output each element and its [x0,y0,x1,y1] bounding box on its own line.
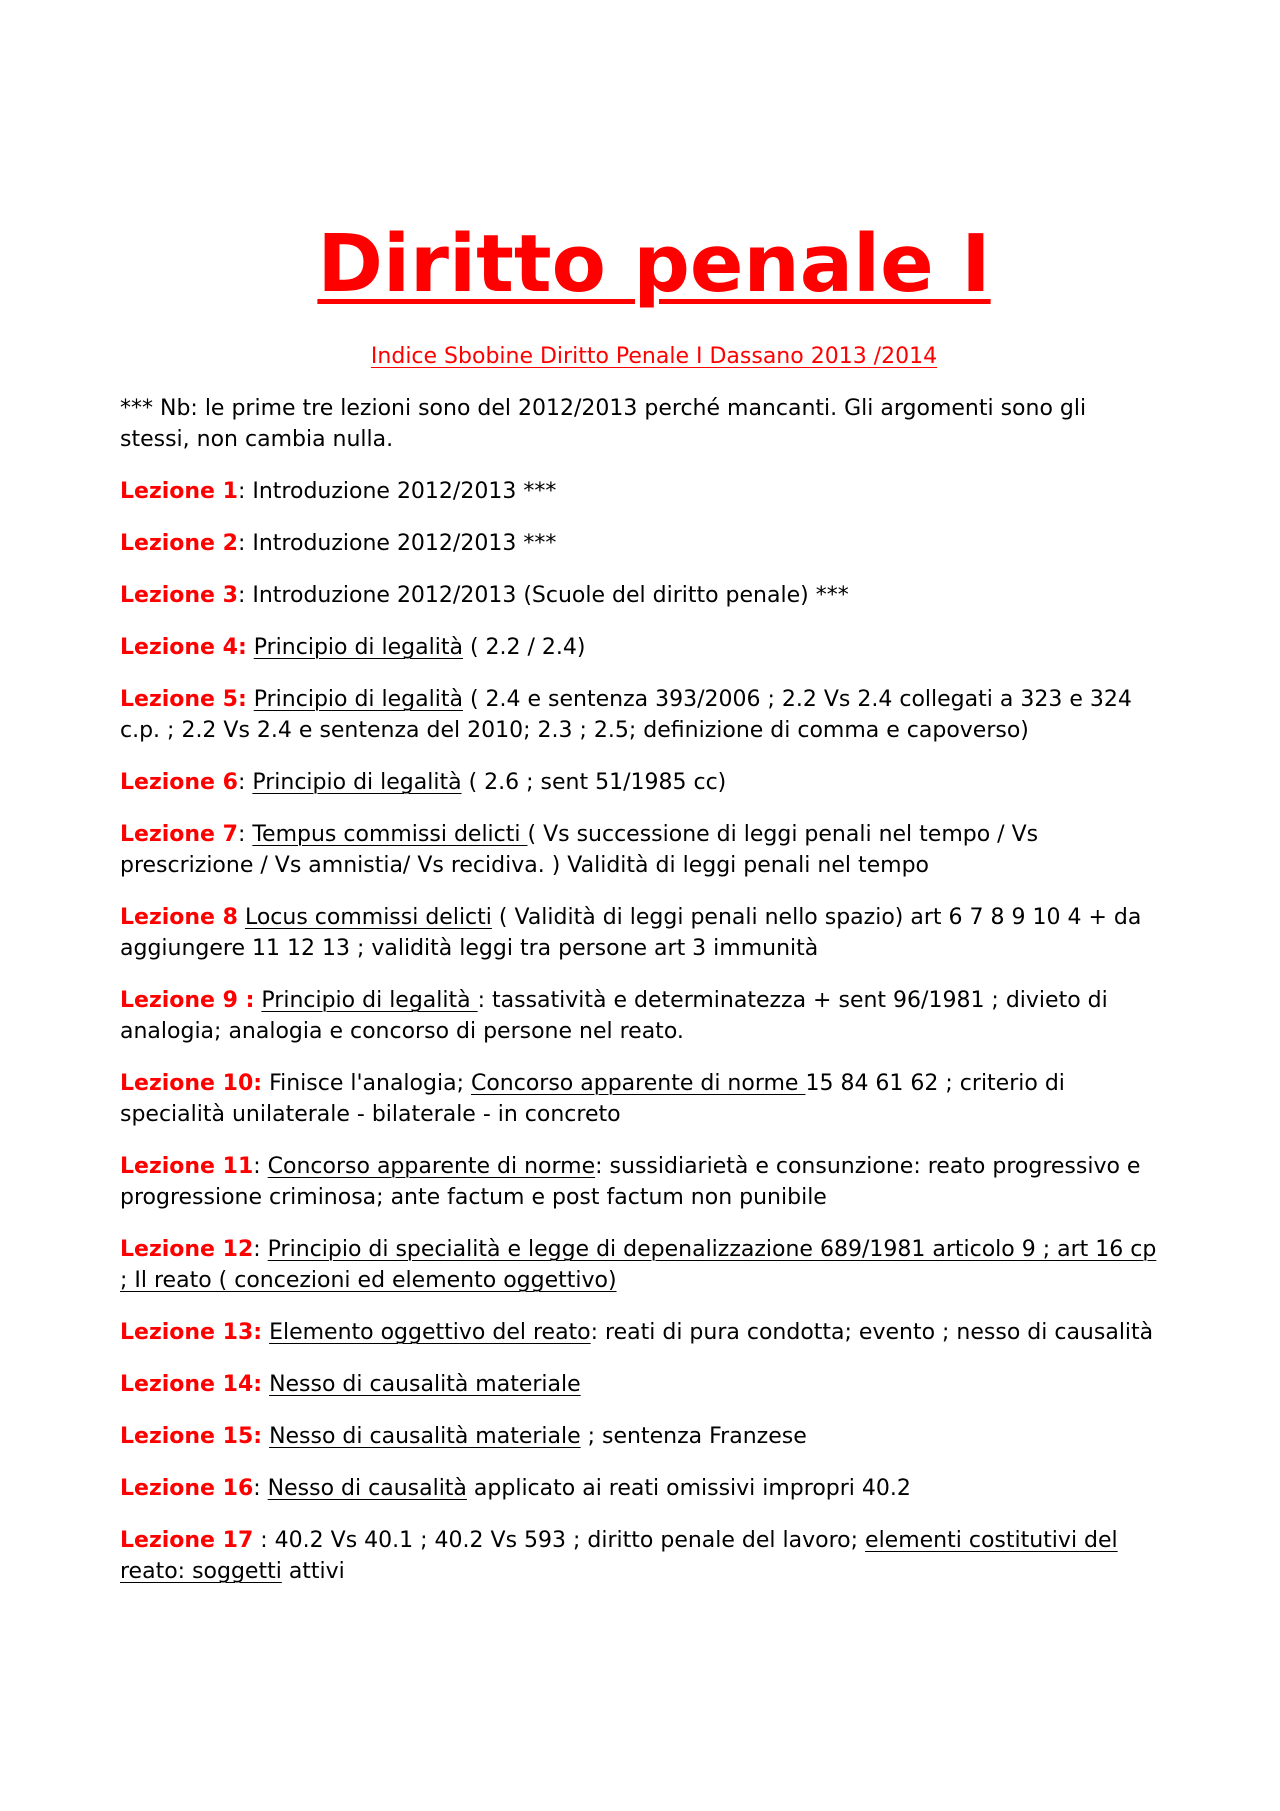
lesson-details: : reati di pura condotta; evento ; nesso di causalità [590,1320,1154,1345]
lesson-entry: Lezione 7: Tempus commissi delicti ( Vs successione di leggi penali nel tempo / Vs prescrizione / Vs amnistia/ Vs recidiva. ) Validità di leggi penali nel tempo [120,822,1039,878]
lesson-label: Lezione 10: [120,1071,263,1096]
lesson-details: Introduzione 2012/2013 *** [252,531,557,556]
lesson-details: attivi [281,1559,345,1584]
lesson-topic: Concorso apparente di norme [267,1154,596,1179]
lesson-topic: Principio di legalità [252,770,462,795]
lesson-label: Lezione 14: [120,1372,263,1397]
lesson-entry: Lezione 16: Nesso di causalità applicato ai reati omissivi impropri 40.2 [120,1476,911,1501]
lesson-details: ( Vs successione di leggi penali nel tempo / Vs prescrizione / Vs amnistia/ Vs recidiva. ) Validità di leggi penali nel tempo [120,822,1039,878]
lesson-entry [120,684,1160,746]
lesson-label: Lezione 2 [120,531,238,556]
intro-note: *** Nb: le prime tre lezioni sono del 2012/2013 perché mancanti. Gli argomenti sono gli stessi, non cambia nulla. [120,396,1087,452]
lesson-label: Lezione 16 [120,1476,254,1501]
lesson-details: ( 2.2 / 2.4) [462,635,586,660]
lesson-label: Lezione 8 [120,905,238,930]
lesson-entry [120,902,1160,964]
lesson-label: Lezione 6 [120,770,238,795]
lesson-details: ( 2.4 e sentenza 393/2006 ; 2.2 Vs 2.4 collegati a 323 e 324 c.p. ; 2.2 Vs 2.4 e sentenza del 2010; 2.3 ; 2.5; definizione di comma e capoverso) [120,687,1132,743]
lesson-label: Lezione 7 [120,822,238,847]
lesson-details: ; sentenza Franzese [580,1424,807,1449]
lesson-details: Introduzione 2012/2013 (Scuole del diritto penale) *** [252,583,849,608]
lesson-details: ( 2.6 ; sent 51/1985 cc) [461,770,727,795]
lesson-label: Lezione 15: [120,1424,263,1449]
lesson-details: applicato ai reati omissivi impropri 40.2 [466,1476,911,1501]
lesson-entry: Lezione 11: Concorso apparente di norme: sussidiarietà e consunzione: reato progressivo e progressione criminosa; ante factum e post factum non punibile [120,1154,1141,1210]
lesson-prefix: Finisce l'analogia; [269,1071,471,1096]
lesson-list [120,476,1160,1587]
lesson-details: : sussidiarietà e consunzione: reato progressivo e progressione criminosa; ante factum e post factum non punibile [120,1154,1141,1210]
lesson-entry: Lezione 1: Introduzione 2012/2013 *** [120,479,557,504]
lesson-entry: Lezione 17 : 40.2 Vs 40.1 ; 40.2 Vs 593 ; diritto penale del lavoro; elementi costitutivi del reato: soggetti attivi [120,1528,1118,1584]
lesson-entry: Lezione 3: Introduzione 2012/2013 (Scuole del diritto penale) *** [120,583,849,608]
lesson-details: : tassatività e determinatezza + sent 96/1981 ; divieto di analogia; analogia e concorso di persone nel reato. [120,988,1108,1044]
lesson-label: Lezione 4: [120,635,247,660]
lesson-entry [120,632,1160,663]
lesson-topic: Principio di legalità [253,635,463,660]
lesson-label: Lezione 9 : [120,988,255,1013]
lesson-topic: Nesso di causalità materiale [269,1372,581,1397]
lesson-entry [120,1068,1160,1130]
lesson-entry [120,985,1160,1047]
lesson-entry [120,1317,1160,1348]
lesson-details: ( Validità di leggi penali nello spazio) art 6 7 8 9 10 4 + da aggiungere 11 12 13 ; validità leggi tra persone art 3 immunità [120,905,1142,961]
lesson-label: Lezione 5: [120,687,247,712]
lesson-topic: Elemento oggettivo del reato [269,1320,591,1345]
lesson-label: Lezione 12 [120,1237,254,1262]
lesson-details: 15 84 61 62 ; criterio di specialità unilaterale - bilaterale - in concreto [120,1071,1065,1127]
lesson-entry: Lezione 12: Principio di specialità e legge di depenalizzazione 689/1981 articolo 9 ; art 16 cp ; Il reato ( concezioni ed elemento oggettivo) [120,1237,1157,1293]
lesson-label: Lezione 17 [120,1528,254,1553]
lesson-topic: Nesso di causalità [267,1476,467,1501]
lesson-topic: Concorso apparente di norme [470,1071,806,1096]
lesson-label: Lezione 13: [120,1320,263,1345]
lesson-topic: Nesso di causalità materiale [269,1424,581,1449]
lesson-topic: elementi costitutivi del reato: soggetti [120,1528,1118,1584]
lesson-topic: Principio di legalità [261,988,478,1013]
lesson-entry [120,1369,1160,1400]
lesson-label: Lezione 3 [120,583,238,608]
lesson-topic: Principio di legalità [253,687,463,712]
lesson-entry [120,1421,1160,1452]
lesson-topic: Locus commissi delicti [244,905,492,930]
lesson-entry: Lezione 2: Introduzione 2012/2013 *** [120,531,557,556]
lesson-label: Lezione 1 [120,479,238,504]
lesson-entry: Lezione 6: Principio di legalità ( 2.6 ; sent 51/1985 cc) [120,770,727,795]
lesson-topic: Principio di specialità e legge di depenalizzazione 689/1981 articolo 9 ; art 16 cp ; Il reato ( concezioni ed elemento oggettivo) [120,1237,1157,1293]
lesson-label: Lezione 11 [120,1154,254,1179]
lesson-details: Introduzione 2012/2013 *** [252,479,557,504]
lesson-prefix: 40.2 Vs 40.1 ; 40.2 Vs 593 ; diritto penale del lavoro; [274,1528,866,1553]
lesson-topic: Tempus commissi delicti [252,822,528,847]
document-title: Diritto penale I [317,218,991,310]
document-subtitle: Indice Sbobine Diritto Penale I Dassano 2013 /2014 [370,344,938,369]
